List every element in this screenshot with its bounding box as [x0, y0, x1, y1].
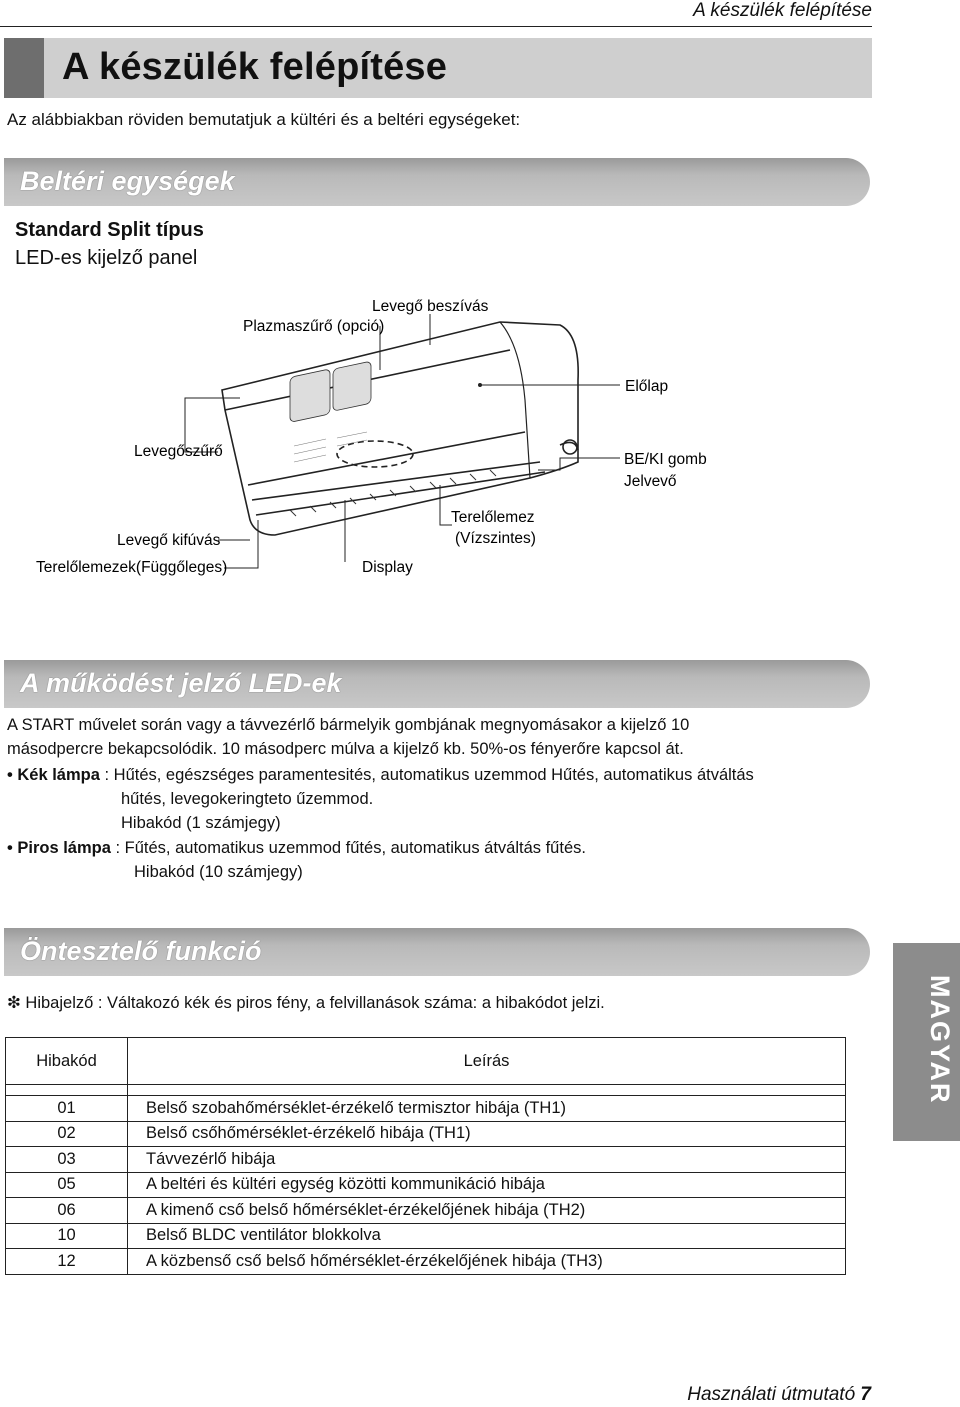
- label-vertical-vanes: Terelőlemezek(Függőleges): [36, 559, 228, 576]
- page-number: 7: [860, 1384, 871, 1405]
- asterisk-icon: ❇: [7, 994, 21, 1012]
- error-description-cell: Távvezérlő hibája: [128, 1147, 846, 1173]
- label-air-filter: Levegőszűrő: [134, 443, 223, 460]
- running-head: A készülék felépítése: [693, 0, 872, 21]
- section-heading-selftest: Öntesztelő funkció: [20, 936, 262, 966]
- column-header-description: Leírás: [128, 1038, 846, 1085]
- error-code-cell: 10: [6, 1223, 128, 1249]
- error-description-cell: Belső BLDC ventilátor blokkolva: [128, 1223, 846, 1249]
- error-code-cell: 02: [6, 1121, 128, 1147]
- table-header-row: [6, 1038, 846, 1085]
- error-code-cell: 01: [6, 1096, 128, 1122]
- panel-type: LED-es kijelző panel: [15, 247, 198, 269]
- blue-lamp-item: [7, 766, 754, 785]
- blue-lamp-error-code: Hibakód (1 számjegy): [121, 814, 281, 832]
- blue-lamp-text: : Hűtés, egészséges paramentesités, automatikus uzemmod Hűtés, automatikus átváltás: [99, 766, 754, 784]
- leader-vanes-v: [224, 520, 258, 568]
- title-marker: [4, 38, 44, 98]
- language-tab: [893, 943, 960, 1141]
- section-bar-leds: [4, 660, 870, 708]
- display-highlight: [337, 441, 413, 467]
- label-receiver: Jelvevő: [624, 473, 677, 490]
- section-heading-leds: A működést jelző LED-ek: [20, 668, 342, 698]
- label-horizontal-vane-sub: (Vízszintes): [455, 530, 536, 547]
- blue-lamp-label: • Kék lámpa: [7, 766, 100, 784]
- error-code-cell: 03: [6, 1147, 128, 1173]
- red-lamp-error-code: Hibakód (10 számjegy): [134, 863, 303, 881]
- table-row: [6, 1223, 846, 1249]
- label-air-intake: Levegő beszívás: [372, 298, 489, 315]
- language-tab-label: MAGYAR: [925, 975, 955, 1105]
- indoor-unit-diagram: [0, 285, 960, 605]
- label-onoff-button: BE/KI gomb: [624, 451, 707, 468]
- unit-body: [222, 322, 578, 535]
- error-code-cell: 06: [6, 1198, 128, 1224]
- table-row: [6, 1096, 846, 1122]
- table-row: [6, 1147, 846, 1173]
- table-spacer: [6, 1085, 846, 1096]
- error-description-cell: A közbenső cső belső hőmérséklet-érzékelőjének hibája (TH3): [128, 1249, 846, 1275]
- intro-text: Az alábbiakban röviden bemutatjuk a kültéri és a beltéri egységeket:: [7, 110, 521, 129]
- red-lamp-item: [7, 839, 586, 858]
- red-lamp-text: : Fűtés, automatikus uzemmod fűtés, automatikus átváltás fűtés.: [110, 839, 586, 857]
- table-row: [6, 1121, 846, 1147]
- footer-label: Használati útmutató: [687, 1384, 856, 1405]
- table-row: [6, 1172, 846, 1198]
- leds-paragraph-line2: másodpercre bekapcsolódik. 10 másodperc múlva a kijelző kb. 50%-os fényerőre kapcsol át.: [7, 740, 684, 758]
- table-row: [6, 1198, 846, 1224]
- page-title: A készülék felépítése: [62, 46, 448, 88]
- error-code-cell: 12: [6, 1249, 128, 1275]
- label-plasma-filter: Plazmaszűrő (opció): [243, 318, 385, 335]
- error-indicator-text: Hibajelző : Váltakozó kék és piros fény, a felvillanások száma: a hibakódot jelzi.: [25, 994, 605, 1012]
- label-display: Display: [362, 559, 413, 576]
- leds-paragraph-line1: A START művelet során vagy a távvezérlő bármelyik gombjának megnyomásakor a kijelző 10: [7, 716, 690, 734]
- blue-lamp-text-2: hűtés, levegokeringteto űzemmod.: [121, 790, 374, 808]
- unit-type: Standard Split típus: [15, 219, 204, 241]
- error-description-cell: Belső szobahőmérséklet-érzékelő termisztor hibája (TH1): [128, 1096, 846, 1122]
- label-front-panel: Előlap: [625, 378, 669, 395]
- column-header-code: Hibakód: [6, 1038, 128, 1085]
- label-horizontal-vane: Terelőlemez: [451, 509, 535, 526]
- error-description-cell: Belső csőhőmérséklet-érzékelő hibája (TH1): [128, 1121, 846, 1147]
- error-indicator-note: [7, 993, 605, 1013]
- leader-onoff: [538, 458, 620, 470]
- error-code-table: [5, 1037, 846, 1275]
- error-code-cell: 05: [6, 1172, 128, 1198]
- footer: [687, 1384, 871, 1406]
- table-row: [6, 1249, 846, 1275]
- label-air-outlet: Levegő kifúvás: [117, 532, 221, 549]
- error-description-cell: A beltéri és kültéri egység közötti kommunikáció hibája: [128, 1172, 846, 1198]
- red-lamp-label: • Piros lámpa: [7, 839, 111, 857]
- section-bar-indoor: [4, 158, 870, 206]
- section-heading-indoor: Beltéri egységek: [20, 166, 235, 196]
- section-bar-selftest: [4, 928, 870, 976]
- header-rule: [0, 26, 872, 27]
- error-description-cell: A kimenő cső belső hőmérséklet-érzékelőjének hibája (TH2): [128, 1198, 846, 1224]
